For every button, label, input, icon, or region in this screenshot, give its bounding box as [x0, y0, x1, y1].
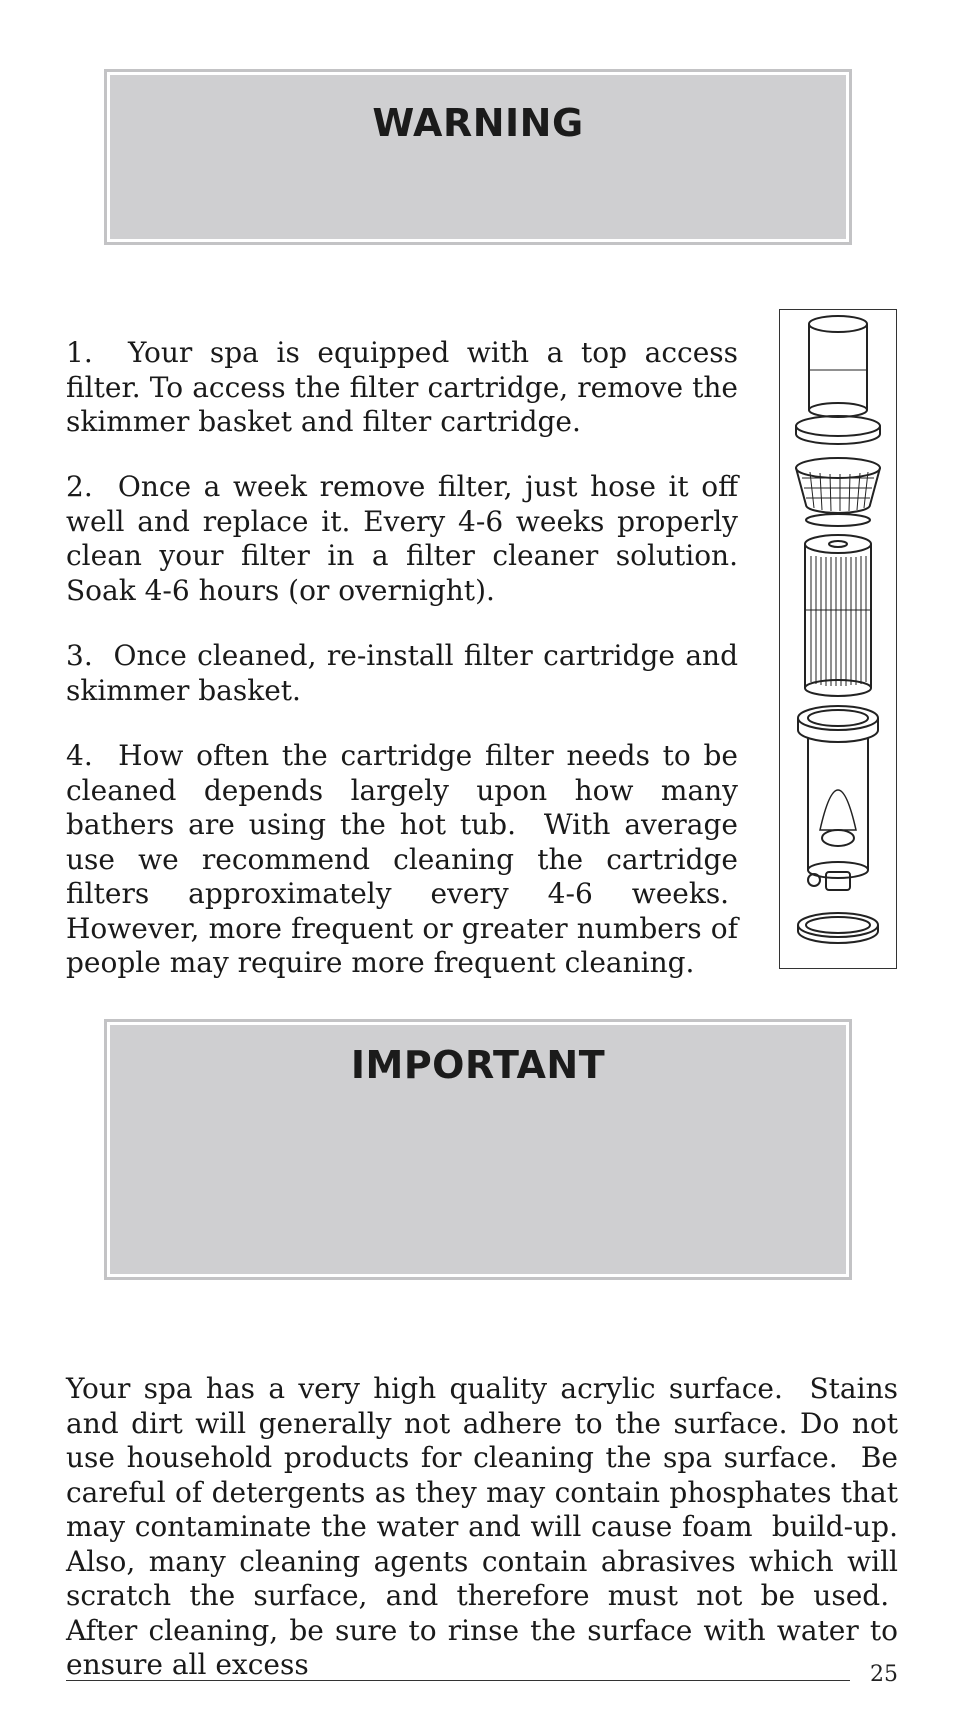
filter-assembly-illustration [779, 309, 897, 969]
filter-ring-part [798, 913, 878, 943]
warning-title: WARNING [372, 101, 584, 145]
filter-housing-part [798, 706, 878, 890]
filter-cartridge-part [805, 535, 871, 696]
instruction-paragraph-3: 3. Once cleaned, re-install filter cartridge and skimmer basket. [66, 639, 738, 707]
skimmer-basket-part [796, 458, 880, 526]
instruction-paragraph-2: 2. Once a week remove filter, just hose it off well and replace it. Every 4-6 weeks properly clean your filter in a filter cleaner solution. Soak 4-6 hours (or overnight). [66, 470, 738, 607]
instruction-paragraph-4: 4. How often the cartridge filter needs to be cleaned depends largely upon how many bathers are using the hot tub. With average use we recommend cleaning the cartridge filters approximately every 4-6 weeks. However, more frequent or greater numbers of people may require more frequent cleaning. [66, 739, 738, 979]
instruction-paragraph-1: 1. Your spa is equipped with a top access filter. To access the filter cartridge, remove the skimmer basket and filter cartridge. [66, 336, 738, 438]
page-number: 25 [870, 1662, 898, 1687]
warning-callout [107, 72, 849, 242]
important-callout [107, 1022, 849, 1277]
footer-rule [66, 1680, 850, 1681]
filter-parts-drawing [780, 310, 895, 967]
filter-collar-part [796, 316, 880, 444]
important-title: IMPORTANT [350, 1043, 606, 1087]
surface-care-paragraph: Your spa has a very high quality acrylic surface. Stains and dirt will generally not adhere to the surface. Do not use household products for cleaning the spa surface. Be careful of detergents as they may contain phosphates that may contaminate the water and will cause foam build-up. Also, many cleaning agents contain abrasives which will scratch the surface, and therefore must not be used. After cleaning, be sure to rinse the surface with water to ensure all excess [66, 1372, 898, 1681]
